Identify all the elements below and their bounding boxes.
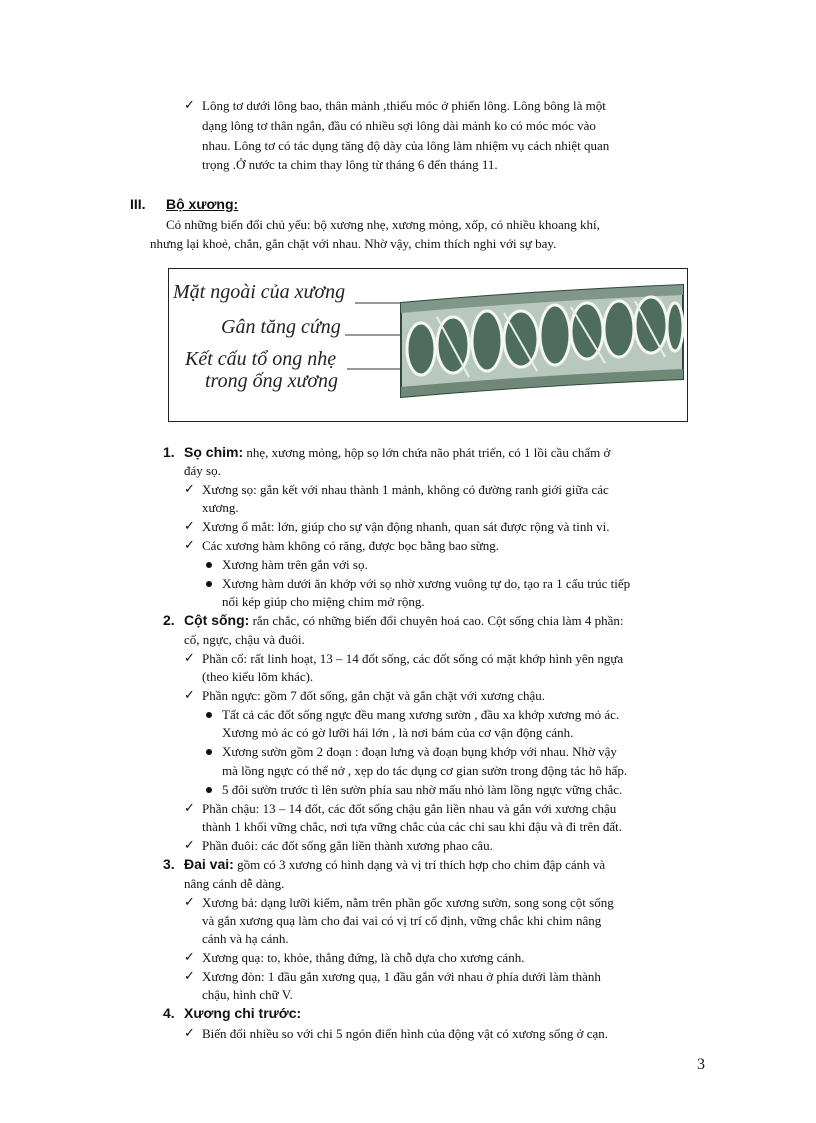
figure-label-outer: Mặt ngoài của xương — [173, 281, 346, 303]
check-icon: ✓ — [184, 98, 195, 113]
check-icon: ✓ — [184, 688, 195, 703]
intro-line-4: trọng .Ở nước ta chim thay lông từ tháng 6 đến tháng 11. — [202, 157, 498, 172]
check-icon: ✓ — [184, 801, 195, 816]
intro-line-3: nhau. Lông tơ có tác dụng tăng độ dày của lông làm nhiệm vụ cách nhiệt quan — [202, 138, 610, 153]
item-1-number: 1. — [163, 444, 175, 460]
item-3-b1-line-1: Xương bả: dạng lưỡi kiếm, nằm trên phần gốc xương sườn, song song cột sống — [202, 895, 614, 910]
bullet-dot-icon — [206, 712, 212, 718]
item-2-d3: 5 đôi sườn trước tì lên sườn phía sau nhờ mấu nhỏ làm lồng ngực vững chắc. — [222, 782, 623, 797]
intro-line-1: Lông tơ dưới lông bao, thân mảnh ,thiếu móc ở phiến lông. Lông bông là một — [202, 98, 606, 113]
item-3-number: 3. — [163, 856, 175, 872]
check-icon: ✓ — [184, 519, 195, 534]
item-2-b3-line-2: thành 1 khối vững chắc, nơi tựa vững chắc của các chi sau khi đậu và đi trên đất. — [202, 819, 623, 834]
page-number: 3 — [697, 1056, 705, 1073]
bone-structure-figure — [168, 268, 688, 422]
item-1-b2: Xương ổ mắt: lớn, giúp cho sự vận động nhanh, quan sát được rộng và tinh vi. — [202, 519, 610, 534]
bullet-dot-icon — [206, 562, 212, 568]
check-icon: ✓ — [184, 838, 195, 853]
item-2-b2: Phần ngực: gồm 7 đốt sống, gắn chặt và gắn chặt với xương chậu. — [202, 688, 546, 703]
check-icon: ✓ — [184, 651, 195, 666]
item-1-b3: Các xương hàm không có răng, được bọc bằng bao sừng. — [202, 538, 499, 553]
figure-label-honeycomb-2: trong ống xương — [205, 370, 339, 392]
section-title: Bộ xương: — [166, 196, 239, 212]
bullet-dot-icon — [206, 749, 212, 755]
item-4-number: 4. — [163, 1005, 175, 1021]
item-1-d2-line-1: Xương hàm dưới ăn khớp với sọ nhờ xương vuông tự do, tạo ra 1 cấu trúc tiếp — [222, 576, 631, 591]
figure-label-honeycomb-1: Kết cấu tổ ong nhẹ — [185, 348, 337, 370]
item-1-desc-2: đáy sọ. — [184, 463, 221, 478]
item-4-heading: Xương chi trước: — [184, 1005, 302, 1021]
item-3-b2: Xương quạ: to, khỏe, thẳng đứng, là chỗ dựa cho xương cánh. — [202, 950, 525, 965]
bullet-dot-icon — [206, 787, 212, 793]
bullet-dot-icon — [206, 581, 212, 587]
item-2-number: 2. — [163, 612, 175, 628]
item-3-desc-2: nâng cánh dễ dàng. — [184, 876, 285, 891]
item-1-d1: Xương hàm trên gắn với sọ. — [222, 557, 368, 572]
item-2-b1-line-1: Phần cổ: rất linh hoạt, 13 – 14 đốt sống, các đốt sống có mặt khớp hình yên ngựa — [202, 651, 624, 666]
check-icon: ✓ — [184, 1026, 195, 1041]
section-intro-1: Có những biến đổi chủ yếu: bộ xương nhẹ, xương mỏng, xốp, có nhiều khoang khí, — [166, 217, 600, 232]
item-2-b4: Phần đuôi: các đốt sống gắn liền thành xương phao câu. — [202, 838, 493, 853]
section-number: III. — [130, 196, 146, 212]
item-2-heading: Cột sống: rắn chắc, có những biến đổi chuyên hoá cao. Cột sống chia làm 4 phần: — [184, 612, 624, 628]
check-icon: ✓ — [184, 950, 195, 965]
item-2-d1-line-1: Tất cả các đốt sống ngực đều mang xương sườn , đầu xa khớp xương mỏ ác. — [222, 707, 620, 722]
item-2-d1-line-2: Xương mỏ ác có gờ lưỡi hái lớn , là nơi bám của cơ vận động cánh. — [222, 725, 574, 740]
check-icon: ✓ — [184, 969, 195, 984]
item-1-d2-line-2: nối kép giúp cho miệng chim mở rộng. — [222, 594, 425, 609]
check-icon: ✓ — [184, 895, 195, 910]
item-2-desc-2: cổ, ngực, chậu và đuôi. — [184, 632, 305, 647]
intro-line-2: dạng lông tơ thân ngắn, đầu có nhiều sợi lông dài mảnh ko có móc móc vào — [202, 118, 596, 133]
item-2-d2-line-1: Xương sườn gồm 2 đoạn : đoạn lưng và đoạn bụng khớp với nhau. Nhờ vậy — [222, 744, 617, 759]
item-3-heading: Đai vai: gồm có 3 xương có hình dạng và vị trí thích hợp cho chim đập cánh và — [184, 856, 606, 872]
item-1-b1-line-1: Xương sọ: gắn kết với nhau thành 1 mảnh, không có đường ranh giới giữa các — [202, 482, 609, 497]
item-2-b1-line-2: (theo kiểu lõm khác). — [202, 669, 314, 684]
bone-cross-section-illustration — [169, 269, 687, 421]
check-icon: ✓ — [184, 482, 195, 497]
check-icon: ✓ — [184, 538, 195, 553]
item-3-b1-line-2: và gắn xương quạ làm cho đai vai có vị trí cố định, vững chắc khi chim nâng — [202, 913, 602, 928]
item-1-heading: Sọ chim: nhẹ, xương mỏng, hộp sọ lớn chứa não phát triển, có 1 lồi cầu chẩm ở — [184, 444, 611, 460]
figure-label-rib: Gân tăng cứng — [221, 316, 341, 338]
item-1-b1-line-2: xương. — [202, 500, 239, 515]
section-intro-2: nhưng lại khoẻ, chắn, gắn chặt với nhau. Nhờ vậy, chim thích nghi với sự bay. — [150, 236, 557, 251]
item-2-b3-line-1: Phần chậu: 13 – 14 đốt, các đốt sống chậu gắn liền nhau và gắn với xương chậu — [202, 801, 617, 816]
item-2-d2-line-2: mà lồng ngực có thể nở , xẹp do tác dụng cơ gian sườn trong động tác hô hấp. — [222, 763, 628, 778]
item-3-b1-line-3: cánh và hạ cánh. — [202, 931, 289, 946]
item-3-b3-line-1: Xương đòn: 1 đầu gắn xương quạ, 1 đầu gắn với nhau ở phía dưới làm thành — [202, 969, 601, 984]
item-4-b1: Biến đổi nhiều so với chi 5 ngón điển hình của động vật có xương sống ở cạn. — [202, 1026, 609, 1041]
item-3-b3-line-2: chậu, hình chữ V. — [202, 987, 293, 1002]
